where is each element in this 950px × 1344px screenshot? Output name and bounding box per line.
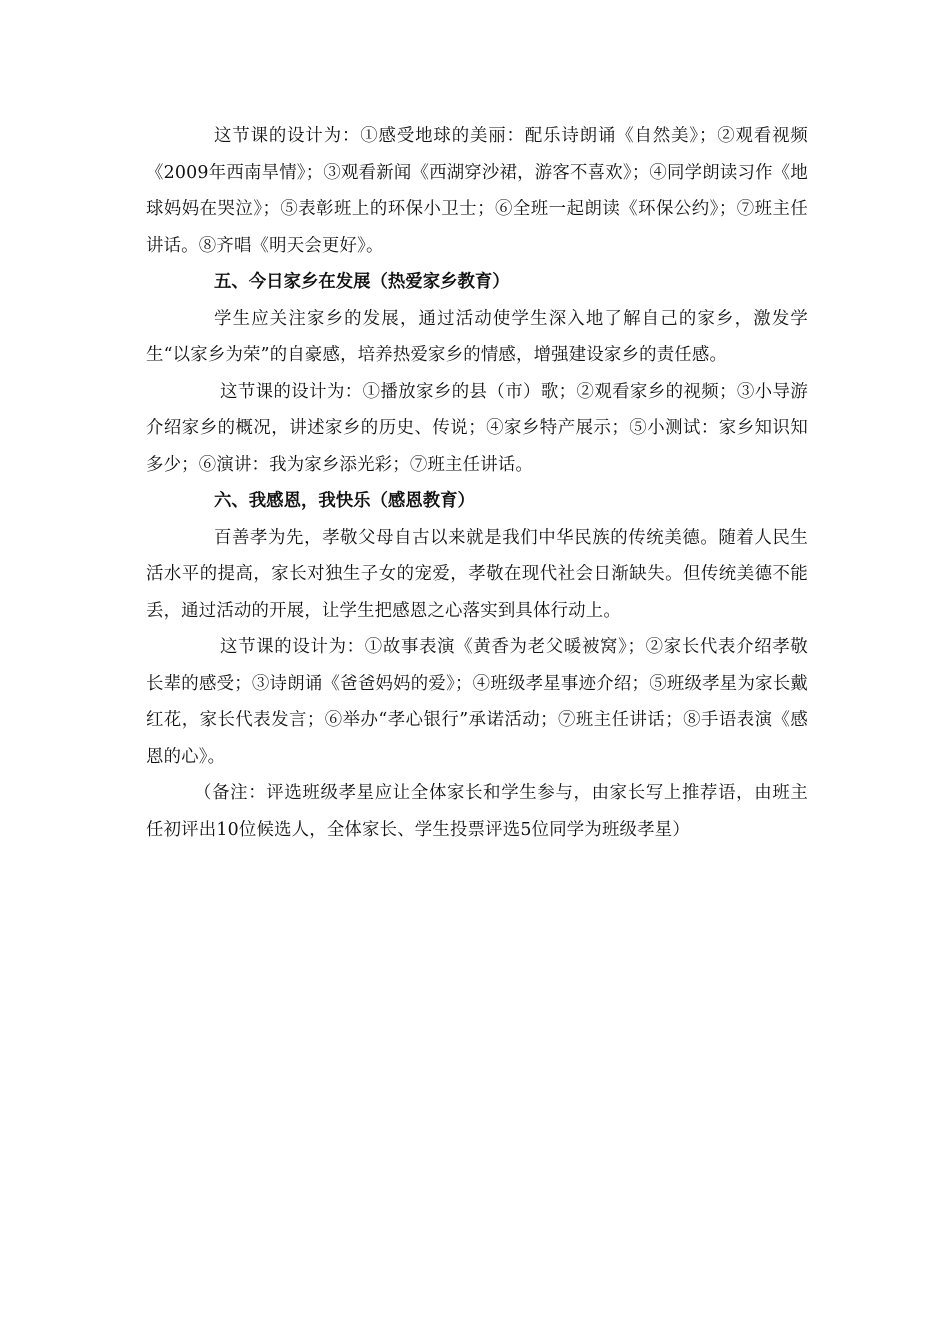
section-heading-hometown: 五、今日家乡在发展（热爱家乡教育）	[214, 272, 510, 292]
document-body	[146, 118, 808, 848]
paragraph-note: （备注：评选班级孝星应让全体家长和学生参与，由家长写上推荐语，由班主任初评出10位候选人，全体家长、学生投票评选5位同学为班级孝星）	[146, 783, 808, 840]
paragraph-gratitude-intro: 百善孝为先，孝敬父母自古以来就是我们中华民族的传统美德。随着人民生活水平的提高，家长对独生子女的宠爱，孝敬在现代社会日渐缺失。但传统美德不能丢，通过活动的开展，让学生把感恩之心落实到具体行动上。	[146, 527, 808, 621]
paragraph-design-environment: 这节课的设计为：①感受地球的美丽：配乐诗朗诵《自然美》；②观看视频《2009年西南旱情》；③观看新闻《西湖穿沙裙，游客不喜欢》；④同学朗读习作《地球妈妈在哭泣》；⑤表彰班上的环保小卫士；⑥全班一起朗读《环保公约》；⑦班主任讲话。⑧齐唱《明天会更好》。	[146, 126, 808, 256]
paragraph-design-gratitude: 这节课的设计为：①故事表演《黄香为老父暖被窝》；②家长代表介绍孝敬长辈的感受；③诗朗诵《爸爸妈妈的爱》；④班级孝星事迹介绍；⑤班级孝星为家长戴红花，家长代表发言；⑥举办“孝心银行”承诺活动；⑦班主任讲话；⑧手语表演《感恩的心》。	[146, 637, 808, 767]
paragraph-hometown-intro: 学生应关注家乡的发展，通过活动使学生深入地了解自己的家乡，激发学生“以家乡为荣”的自豪感，培养热爱家乡的情感，增强建设家乡的责任感。	[146, 308, 808, 365]
paragraph-design-hometown: 这节课的设计为：①播放家乡的县（市）歌；②观看家乡的视频；③小导游介绍家乡的概况，讲述家乡的历史、传说；④家乡特产展示；⑤小测试：家乡知识知多少；⑥演讲：我为家乡添光彩；⑦班主任讲话。	[146, 381, 808, 475]
section-heading-gratitude: 六、我感恩，我快乐（感恩教育）	[214, 491, 475, 511]
